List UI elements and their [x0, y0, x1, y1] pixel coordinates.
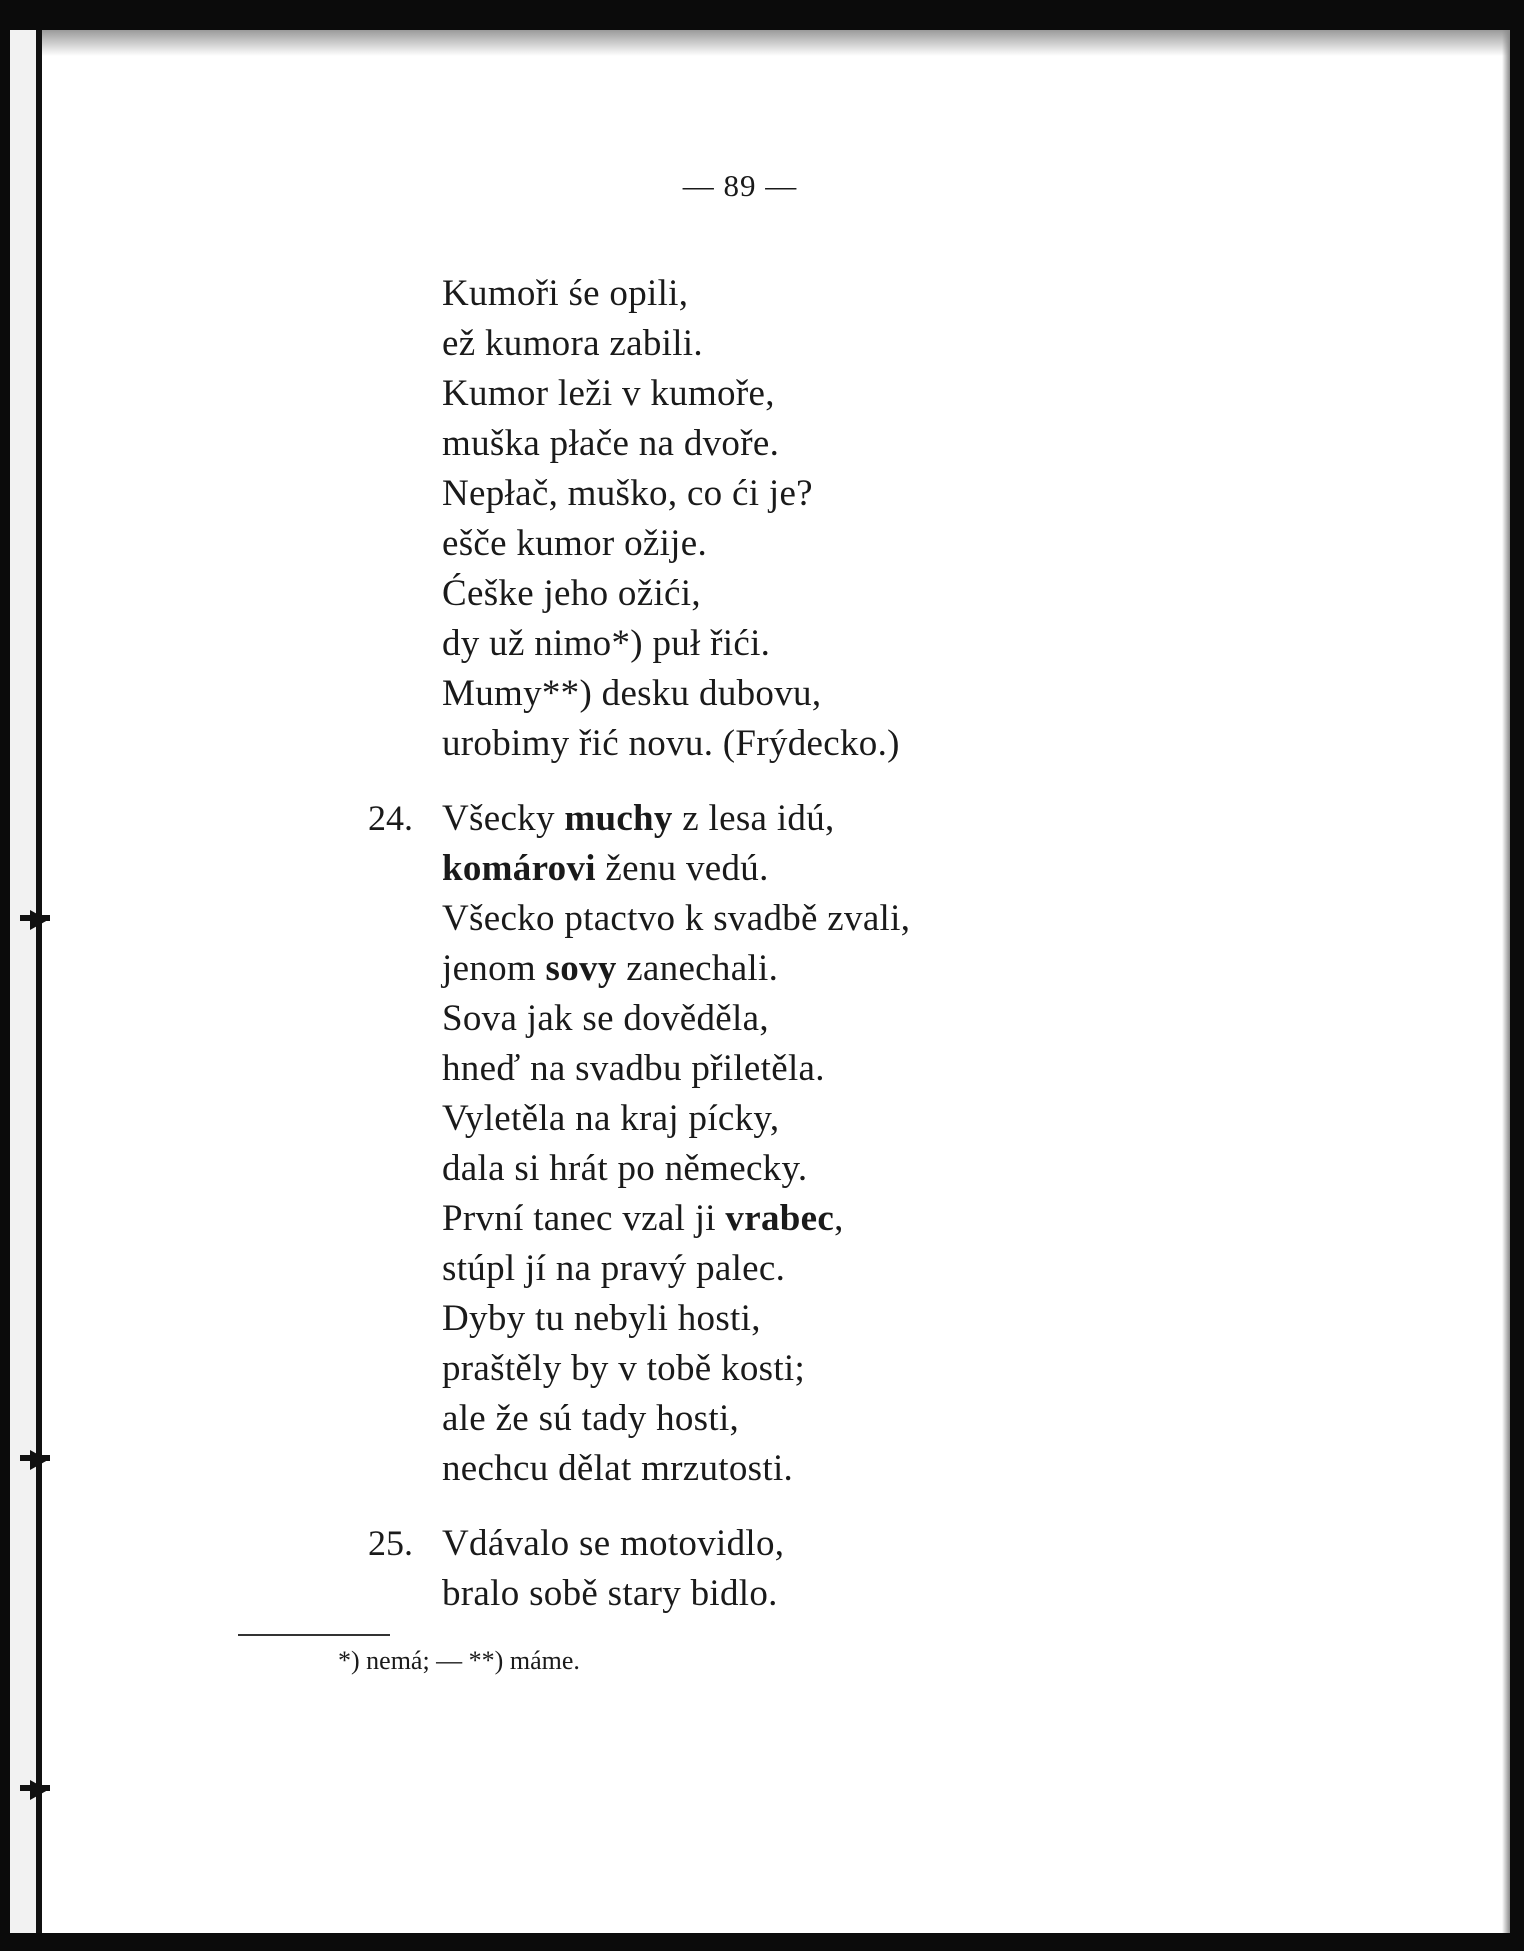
poem-line: ež kumora zabili. — [442, 323, 703, 364]
poem-line: Sova jak se dověděla, — [442, 998, 769, 1039]
poem-line: ešče kumor ožije. — [442, 523, 708, 564]
poem-line: Mumy**) desku dubovu, — [442, 673, 822, 714]
poem-line: muška płače na dvoře. — [442, 423, 780, 464]
emphasized-word: vrabec — [725, 1198, 835, 1239]
scan-frame-bottom — [0, 1933, 1524, 1951]
poem-line: dala si hrát po německy. — [442, 1148, 808, 1189]
poem-line: Kumor leži v kumoře, — [442, 373, 775, 414]
poem-line: stúpl jí na pravý palec. — [442, 1248, 786, 1289]
poem-line: Nepłač, muško, co ći je? — [442, 473, 813, 514]
scan-frame-top — [0, 0, 1524, 30]
poem-line: urobimy řić novu. (Frýdecko.) — [442, 723, 900, 764]
footnote: *) nemá; — **) máme. — [338, 1646, 580, 1675]
poem-line: dy už nimo*) puł řići. — [442, 623, 771, 664]
poem-line: nechcu dělat mrzutosti. — [442, 1448, 794, 1489]
poem-line: Vdávalo se motovidlo, — [442, 1523, 785, 1564]
poem-line: hneď na svadbu přiletěla. — [442, 1048, 825, 1089]
poem-line: jenom sovy zanechali. — [442, 948, 779, 989]
poem-line: praštěly by v tobě kosti; — [442, 1348, 806, 1389]
scan-shadow-right — [1502, 30, 1510, 1933]
emphasized-word: muchy — [564, 798, 673, 839]
book-binding-edge — [0, 30, 60, 1933]
poem-line: Dyby tu nebyli hosti, — [442, 1298, 761, 1339]
poem-line: První tanec vzal ji vrabec, — [442, 1198, 844, 1239]
poem-line: ale že sú tady hosti, — [442, 1398, 740, 1439]
footnote-divider — [238, 1634, 390, 1636]
scan-frame-right — [1510, 0, 1524, 1951]
scan-shadow-top — [0, 30, 1524, 56]
emphasized-word: komárovi — [442, 848, 596, 889]
stanza-number: 24. — [368, 798, 413, 838]
poem-line: Všecko ptactvo k svadbě zvali, — [442, 898, 911, 939]
poem-line: Kumoři śe opili, — [442, 273, 689, 314]
emphasized-word: sovy — [545, 948, 617, 989]
stanza-number: 25. — [368, 1523, 413, 1563]
poem-line: Ćeške jeho ožići, — [442, 573, 701, 614]
page-number: — 89 — — [682, 168, 798, 203]
poem-line: Všecky muchy z lesa idú, — [442, 798, 835, 839]
poem-line: komárovi ženu vedú. — [442, 848, 769, 889]
poem-line: bralo sobě stary bidlo. — [442, 1573, 778, 1614]
poem-line: Vyletěla na kraj pícky, — [442, 1098, 780, 1139]
